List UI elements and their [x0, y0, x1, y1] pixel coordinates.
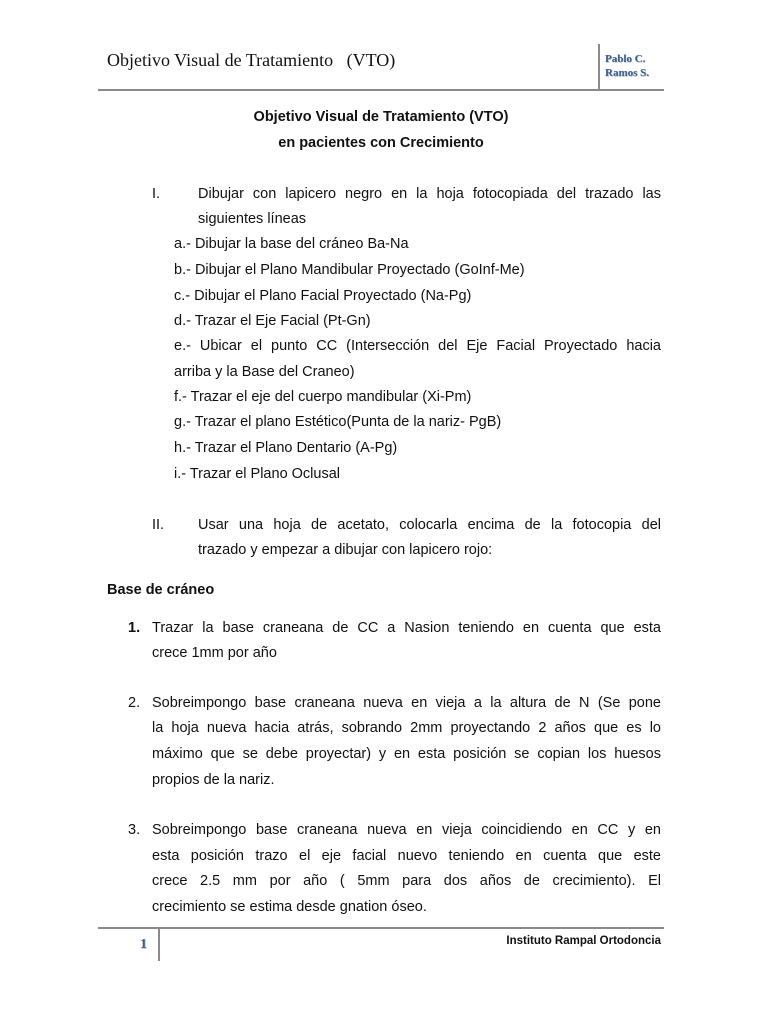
step-2-line-1: Usar una hoja de acetato, colocarla encima de la fotocopia del: [198, 517, 661, 533]
document-title-line-2: en pacientes con Crecimiento: [278, 135, 484, 151]
section-heading: Base de cráneo: [107, 582, 215, 598]
step-1-item-e: e.- Ubicar el punto CC (Intersección del Eje Facial Proyectado hacia: [174, 338, 661, 354]
numbered-item-3-line-3: crece 2.5 mm por año ( 5mm para dos años de crecimiento). El: [152, 873, 661, 889]
step-1-line-2: siguientes líneas: [198, 211, 307, 227]
step-1-item-d: d.- Trazar el Eje Facial (Pt-Gn): [174, 313, 371, 329]
author-line-1: Pablo C.: [605, 53, 646, 65]
step-2-line-2: trazado y empezar a dibujar con lapicero rojo:: [198, 542, 493, 558]
header-title: Objetivo Visual de Tratamiento (VTO): [107, 50, 396, 70]
numbered-item-3-line-1: Sobreimpongo base craneana nueva en vieja coincidiendo en CC y en: [152, 822, 661, 838]
footer-divider: [158, 929, 160, 961]
footer-rule: [98, 927, 664, 929]
numbered-item-1-line-2: crece 1mm por año: [152, 645, 277, 661]
step-1-item-h: h.- Trazar el Plano Dentario (A-Pg): [174, 440, 398, 456]
numbered-item-1-number: 1.: [128, 620, 141, 636]
step-1-numeral: I.: [152, 186, 161, 202]
header-divider: [598, 44, 600, 90]
step-1-item-g: g.- Trazar el plano Estético(Punta de la nariz- PgB): [174, 414, 502, 430]
step-1-item-b: b.- Dibujar el Plano Mandibular Proyectado (GoInf-Me): [174, 262, 525, 278]
numbered-item-2-line-3: máximo que se debe proyectar) y en esta posición se copian los huesos: [152, 746, 661, 762]
document-title-line-1: Objetivo Visual de Tratamiento (VTO): [253, 109, 509, 125]
author-line-2: Ramos S.: [605, 67, 650, 79]
numbered-item-2-line-2: la hoja nueva hacia atrás, sobrando 2mm proyectando 2 años que es lo: [152, 720, 661, 736]
numbered-item-1-line-1: Trazar la base craneana de CC a Nasion teniendo en cuenta que esta: [152, 620, 661, 636]
step-1-item-a: a.- Dibujar la base del cráneo Ba-Na: [174, 236, 409, 252]
step-1-item-c: c.- Dibujar el Plano Facial Proyectado (Na-Pg): [174, 288, 472, 304]
numbered-item-3-line-2: esta posición trazo el eje facial nuevo teniendo en cuenta que este: [152, 848, 661, 864]
step-2-numeral: II.: [152, 517, 165, 533]
page-number: 1: [140, 937, 147, 952]
author-name: [605, 52, 649, 80]
numbered-item-2-number: 2.: [128, 695, 141, 711]
header-rule: [98, 89, 664, 91]
step-1-item-e-continued: arriba y la Base del Craneo): [174, 364, 355, 380]
footer-institution: Instituto Rampal Ortodoncia: [506, 935, 661, 947]
step-1-item-i: i.- Trazar el Plano Oclusal: [174, 466, 341, 482]
numbered-item-2-line-4: propios de la nariz.: [152, 772, 275, 788]
numbered-item-3-line-4: crecimiento se estima desde gnation óseo.: [152, 899, 427, 915]
step-1-item-f: f.- Trazar el eje del cuerpo mandibular (Xi-Pm): [174, 389, 472, 405]
step-1-line-1: Dibujar con lapicero negro en la hoja fotocopiada del trazado las: [198, 186, 661, 202]
numbered-item-2-line-1: Sobreimpongo base craneana nueva en vieja a la altura de N (Se pone: [152, 695, 661, 711]
numbered-item-3-number: 3.: [128, 822, 141, 838]
